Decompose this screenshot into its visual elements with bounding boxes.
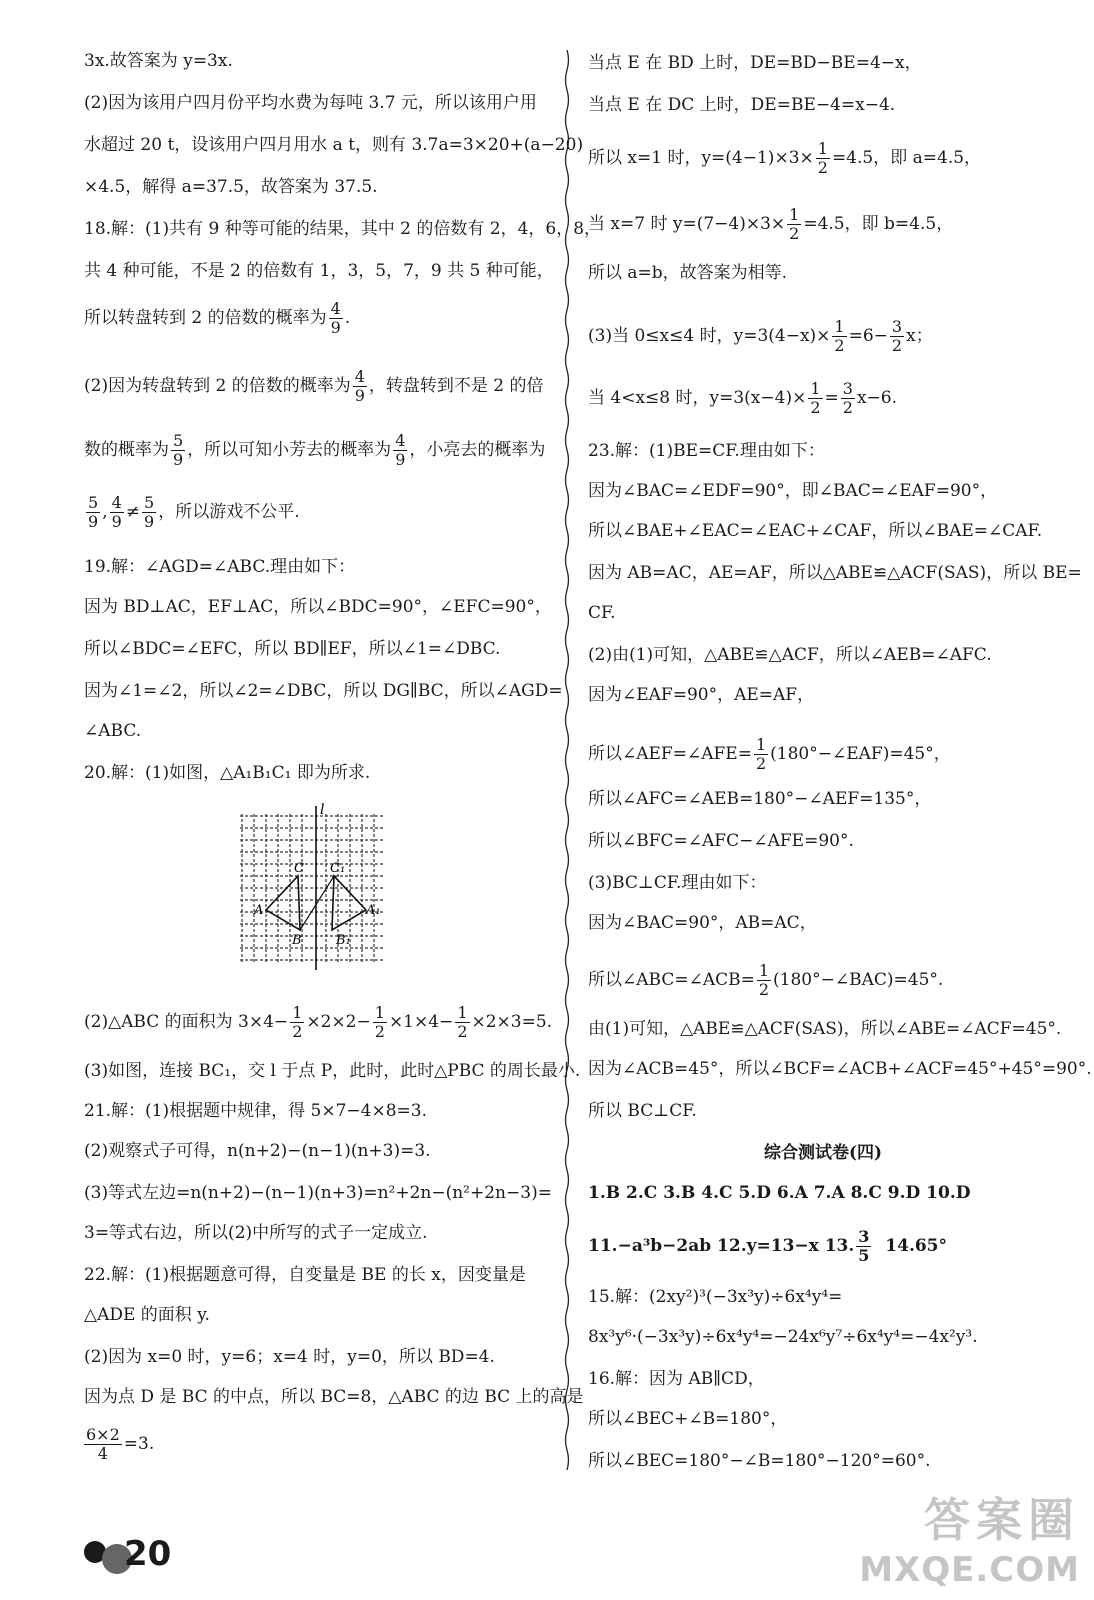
text-line: 所以∠BAE+∠EAC=∠EAC+∠CAF，所以∠BAE=∠CAF. [588, 521, 1043, 541]
text-segment: (2)△ABC 的面积为 3×4− [84, 1012, 289, 1032]
denominator: 9 [354, 386, 365, 405]
text-segment: ，所以游戏不公平. [158, 502, 300, 522]
text-line: 16.解：因为 AB∥CD， [588, 1369, 765, 1389]
text-line: 所以∠BFC=∠AFC−∠AFE=90°. [588, 831, 854, 851]
text-line: 因为 AB=AC，AE=AF，所以△ABE≌△ACF(SAS)，所以 BE= [588, 563, 1082, 583]
denominator: 2 [789, 224, 800, 243]
denominator: 2 [758, 980, 770, 999]
page-number-badge [84, 1530, 171, 1574]
triangle-a1b1c1 [332, 876, 366, 930]
fraction [373, 1004, 387, 1041]
text-line: 因为∠ACB=45°，所以∠BCF=∠ACB+∠ACF=45°+45°=90°. [588, 1059, 1092, 1079]
denominator: 9 [88, 512, 99, 531]
text-line: 所以 a=b，故答案为相等. [588, 263, 788, 283]
numerator: 3 [858, 1227, 870, 1246]
text-segment: 所以∠AEF=∠AFE= [588, 744, 752, 764]
section-title: 综合测试卷(四) [763, 1143, 883, 1163]
text-segment: ×1×4− [388, 1012, 454, 1032]
text-segment: =6− [848, 326, 888, 346]
text-line: 当点 E 在 BD 上时，DE=BD−BE=4−x， [588, 53, 922, 73]
text-line: 所以 BC⊥CF. [588, 1101, 697, 1121]
text-line: 由(1)可知，△ABE≌△ACF(SAS)，所以∠ABE=∠ACF=45°. [588, 1019, 1062, 1039]
watermark-logo: 答案圈 [924, 1493, 1080, 1547]
text-segment: 所以∠ABC=∠ACB= [588, 970, 755, 990]
text-segment: ，小亮去的概率为 [409, 440, 546, 460]
numerator: 6×2 [86, 1425, 120, 1444]
label-b1: B₁ [336, 933, 351, 948]
numerator: 1 [834, 317, 845, 336]
text-line: (2)观察式子可得，n(n+2)−(n−1)(n+3)=3. [84, 1141, 431, 1161]
fraction [754, 736, 768, 773]
numerator: 1 [292, 1003, 303, 1022]
fraction [84, 1426, 122, 1463]
denominator: 2 [292, 1022, 303, 1041]
fraction [110, 494, 124, 531]
text-line: 因为∠1=∠2，所以∠2=∠DBC，所以 DG∥BC，所以∠AGD= [84, 681, 563, 701]
answer-key-line [588, 1228, 947, 1265]
text-line: 因为∠BAC=90°，AB=AC， [588, 913, 817, 933]
text-line: △ADE 的面积 y. [84, 1305, 210, 1325]
text-segment: ，所以可知小芳去的概率为 [187, 440, 392, 460]
text-line: 20.解：(1)如图，△A₁B₁C₁ 即为所求. [84, 763, 371, 783]
fraction [290, 1004, 304, 1041]
fraction [86, 494, 100, 531]
text-line: 所以∠AFC=∠AEB=180°−∠AEF=135°， [588, 789, 932, 809]
fraction [393, 432, 407, 469]
text-segment: =3. [123, 1434, 155, 1454]
text-segment: 所以 x=1 时，y=(4−1)×3× [588, 148, 814, 168]
numerator: 1 [810, 379, 821, 398]
denominator: 2 [834, 336, 845, 355]
column-divider [563, 50, 571, 1470]
fraction [832, 318, 846, 355]
text-line: 水超过 20 t，设该用户四月用水 a t，则有 3.7a=3×20+(a−20) [84, 135, 584, 155]
numerator: 5 [88, 493, 99, 512]
fraction [757, 962, 771, 999]
fraction [787, 206, 801, 243]
text-line: 3=等式右边，所以(2)中所写的式子一定成立. [84, 1223, 428, 1243]
fraction [142, 494, 156, 531]
fraction [856, 1228, 871, 1265]
text-segment: x； [906, 326, 933, 346]
page-number: 20 [124, 1534, 172, 1574]
text-segment: (2)因为转盘转到 2 的倍数的概率为 [84, 376, 351, 396]
text-line: (3)BC⊥CF.理由如下： [588, 873, 767, 893]
text-line: 所以∠BEC+∠B=180°， [588, 1409, 788, 1429]
label-b: B [292, 933, 302, 948]
text-line: 22.解：(1)根据题意可得，自变量是 BE 的长 x，因变量是 [84, 1265, 526, 1285]
text-line: 因为∠EAF=90°，AE=AF， [588, 685, 815, 705]
text-line: 21.解：(1)根据题中规律，得 5×7−4×8=3. [84, 1101, 427, 1121]
numerator: 4 [395, 431, 406, 450]
denominator: 9 [395, 450, 406, 469]
numerator: 5 [173, 431, 184, 450]
denominator: 5 [858, 1246, 870, 1265]
text-line: (2)因为 x=0 时，y=6；x=4 时，y=0，所以 BD=4. [84, 1347, 495, 1367]
watermark-url: MXQE.COM [859, 1550, 1080, 1590]
fraction [329, 300, 343, 337]
text-line: 当点 E 在 DC 上时，DE=BE−4=x−4. [588, 95, 896, 115]
segment-bc1 [300, 876, 334, 930]
text-line: 23.解：(1)BE=CF.理由如下： [588, 441, 825, 461]
text-line: 19.解：∠AGD=∠ABC.理由如下： [84, 557, 356, 577]
formula-line [588, 962, 943, 999]
label-c1: C₁ [330, 861, 346, 876]
text-segment: =4.5，即 a=4.5， [831, 148, 982, 168]
text-line: 所以∠BEC=180°−∠B=180°−120°=60°. [588, 1451, 931, 1471]
fraction [890, 318, 904, 355]
fraction [171, 432, 185, 469]
numerator: 3 [891, 317, 903, 336]
numerator: 4 [111, 493, 122, 512]
label-c: C [294, 861, 304, 876]
text-line: 8x³y⁶·(−3x³y)÷6x⁴y⁴=−24x⁶y⁷÷6x⁴y⁴=−4x²y³. [588, 1327, 978, 1347]
text-segment: ×2×2− [306, 1012, 371, 1032]
text-segment: 当 x=7 时 y=(7−4)×3× [588, 214, 786, 234]
grid-figure [238, 800, 388, 980]
text-line: 共 4 种可能，不是 2 的倍数有 1，3，5，7，9 共 5 种可能， [84, 261, 554, 281]
numerator: 1 [755, 735, 767, 754]
numerator: 1 [457, 1003, 468, 1022]
watermark [859, 1484, 1080, 1590]
text-line: 3x.故答案为 y=3x. [84, 51, 233, 71]
fraction [816, 140, 830, 177]
denominator: 9 [173, 450, 184, 469]
numerator: 1 [817, 139, 828, 158]
text-segment: 数的概率为 [84, 440, 169, 460]
numerator: 3 [842, 379, 853, 398]
text-segment: ，转盘转到不是 2 的倍 [368, 376, 544, 396]
text-segment: 11.−a³b−2ab 12.y=13−x 13. [588, 1236, 855, 1256]
text-segment: 14.65° [885, 1236, 948, 1256]
text-line: 因为点 D 是 BC 的中点，所以 BC=8，△ABC 的边 BC 上的高是 [84, 1387, 584, 1407]
height-expression-line [84, 1426, 154, 1463]
numerator: 4 [330, 299, 341, 318]
text-line: 18.解：(1)共有 9 种等可能的结果，其中 2 的倍数有 2，4，6，8， [84, 219, 602, 239]
text-segment: (180°−∠BAC)=45°. [773, 970, 944, 990]
numerator: 5 [144, 493, 155, 512]
text-segment: 当 4<x≤8 时，y=3(x−4)× [588, 388, 807, 408]
formula-line [588, 140, 981, 177]
answer-key-line: 1.B 2.C 3.B 4.C 5.D 6.A 7.A 8.C 9.D 10.D [588, 1183, 971, 1203]
numerator: 4 [354, 367, 365, 386]
label-l: l [320, 802, 325, 818]
text-line: (3)等式左边=n(n+2)−(n−1)(n+3)=n²+2n−(n²+2n−3)= [84, 1183, 552, 1203]
probability-line [84, 368, 544, 405]
numerator: 1 [758, 961, 770, 980]
text-segment: =4.5，即 b=4.5， [803, 214, 954, 234]
probability-line: 所以转盘转到 2 的倍数的概率为 $\frac{4}{9}$ . [84, 299, 351, 337]
text-segment: (180°−∠EAF)=45°， [770, 744, 951, 764]
numerator: 1 [789, 205, 800, 224]
text-segment: (3)当 0≤x≤4 时，y=3(4−x)× [588, 326, 831, 346]
denominator: 9 [111, 512, 122, 531]
denominator: 2 [374, 1022, 385, 1041]
text-segment: x−6. [856, 388, 898, 408]
area-expression-line [84, 1004, 552, 1041]
text-line: (2)因为该用户四月份平均水费为每吨 3.7 元，所以该用户用 [84, 93, 537, 113]
denominator: 2 [817, 158, 828, 177]
text-line: (3)如图，连接 BC₁，交 l 于点 P，此时，此时△PBC 的周长最小. [84, 1061, 581, 1081]
denominator: 9 [330, 318, 341, 337]
denominator: 2 [842, 398, 853, 417]
text-line: 所以∠BDC=∠EFC，所以 BD∥EF，所以∠1=∠DBC. [84, 639, 501, 659]
denominator: 2 [891, 336, 903, 355]
text-line: CF. [588, 603, 616, 623]
label-a1: A₁ [366, 903, 381, 918]
denominator: 4 [97, 1444, 108, 1463]
text-line: 因为 BD⊥AC，EF⊥AC，所以∠BDC=90°，∠EFC=90°， [84, 597, 552, 617]
text-line: 因为∠BAC=∠EDF=90°，即∠BAC=∠EAF=90°， [588, 481, 998, 501]
text-line: (2)由(1)可知，△ABE≌△ACF，所以∠AEB=∠AFC. [588, 645, 992, 665]
text-line: ×4.5，解得 a=37.5，故答案为 37.5. [84, 177, 378, 197]
formula-line [588, 206, 953, 243]
fraction [353, 368, 367, 405]
fraction [808, 380, 822, 417]
triangle-abc [266, 876, 300, 930]
fraction [455, 1004, 469, 1041]
formula-line [588, 736, 951, 773]
denominator: 2 [810, 398, 821, 417]
text-segment: ×2×3=5. [471, 1012, 553, 1032]
text-segment: 所以转盘转到 2 的倍数的概率为 [84, 308, 327, 328]
text-line: ∠ABC. [84, 721, 142, 741]
denominator: 9 [144, 512, 155, 531]
label-a: A [254, 903, 264, 918]
denominator: 2 [457, 1022, 468, 1041]
formula-line: 当 4<x≤8 时，y=3(x−4)× $\frac{1}{2}$ = $\frac{3}{2}$ x−6. [588, 379, 898, 417]
numerator: 1 [374, 1003, 385, 1022]
fraction [841, 380, 855, 417]
probability-line: $\frac{5}{9}$ , $\frac{4}{9}$ ≠ $\frac{5}{9}$ ，所以游戏不公平. [88, 493, 300, 531]
probability-line [84, 432, 545, 469]
text-line: 15.解：(2xy²)³(−3x³y)÷6x⁴y⁴= [588, 1287, 843, 1307]
denominator: 2 [755, 754, 767, 773]
formula-line [588, 318, 933, 355]
